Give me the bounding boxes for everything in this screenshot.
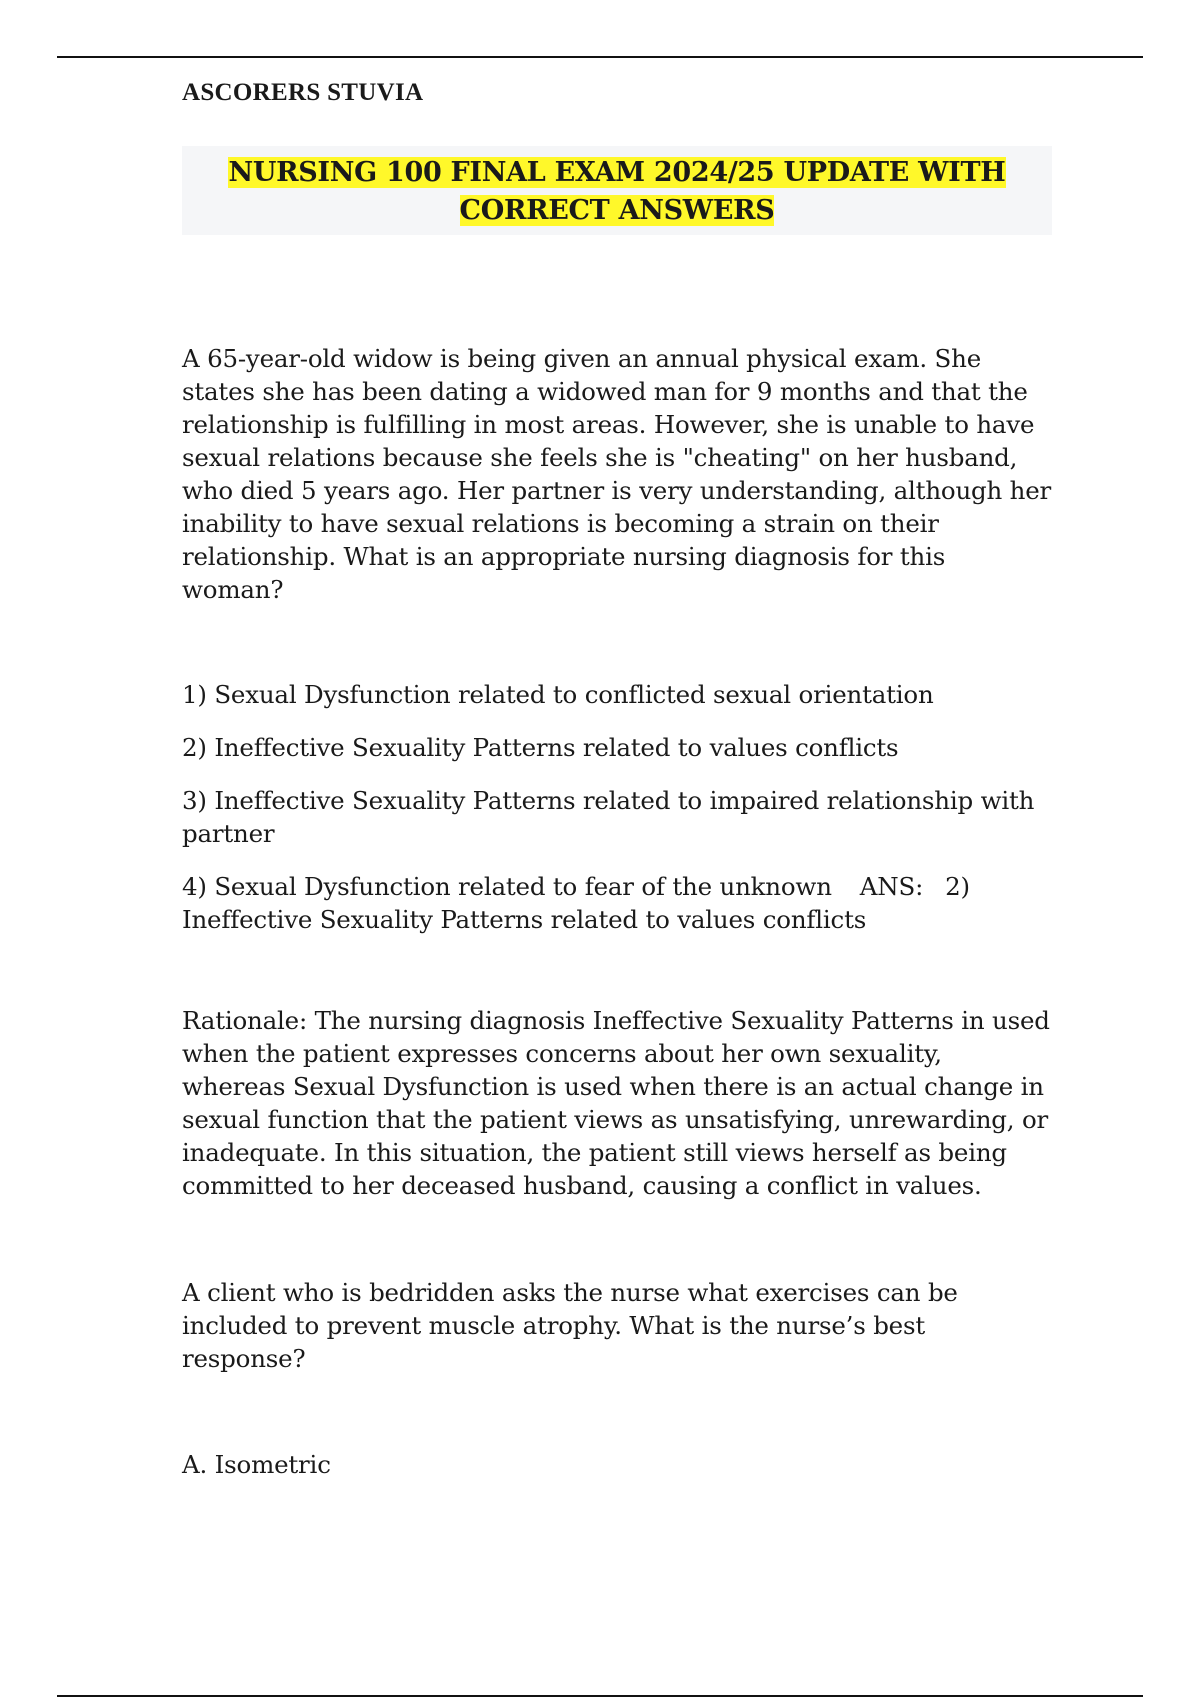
document-title	[202, 154, 1032, 230]
answer-text: 2) Ineffective Sexuality Patterns related to values conflicts	[182, 872, 970, 934]
option-4: 4) Sexual Dysfunction related to fear of the unknown	[182, 872, 832, 901]
bottom-rule	[57, 1695, 1143, 1697]
document-page	[182, 70, 1052, 1481]
question-1-options	[182, 678, 1052, 936]
option-2: 2) Ineffective Sexuality Patterns related to values conflicts	[182, 733, 899, 762]
page-header: ASCORERS STUVIA	[182, 79, 424, 106]
top-rule	[57, 56, 1143, 58]
rationale-text: Rationale: The nursing diagnosis Ineffective Sexuality Patterns in used when the patient expresses concerns about her own sexuality, whereas Sexual Dysfunction is used when there is an actual change in sexual function that the patient views as unsatisfying, unrewarding, or inadequate. In this situation, the patient still views herself as being committed to her deceased husband, causing a conflict in values.	[182, 1006, 1050, 1200]
title-box	[182, 146, 1052, 235]
title-line-1: NURSING 100 FINAL EXAM 2024/25 UPDATE WITH	[228, 157, 1006, 188]
option-1: 1) Sexual Dysfunction related to conflicted sexual orientation	[182, 680, 934, 709]
option-4-with-answer	[182, 870, 1052, 936]
title-line-2: CORRECT ANSWERS	[459, 195, 775, 226]
answer-label: ANS:	[859, 872, 924, 901]
question-1-text: A 65-year-old widow is being given an annual physical exam. She states she has been dating a widowed man for 9 months and that the relationship is fulfilling in most areas. However, she is unable to have sexual relations because she feels she is "cheating" on her husband, who died 5 years ago. Her partner is very understanding, although her inability to have sexual relations is becoming a strain on their relationship. What is an appropriate nursing diagnosis for this woman?	[182, 344, 1052, 604]
question-2-option-a: A. Isometric	[182, 1450, 331, 1479]
question-2-text: A client who is bedridden asks the nurse what exercises can be included to prevent muscle atrophy. What is the nurse’s best response?	[182, 1278, 958, 1373]
option-3: 3) Ineffective Sexuality Patterns related to impaired relationship with partner	[182, 786, 1035, 848]
